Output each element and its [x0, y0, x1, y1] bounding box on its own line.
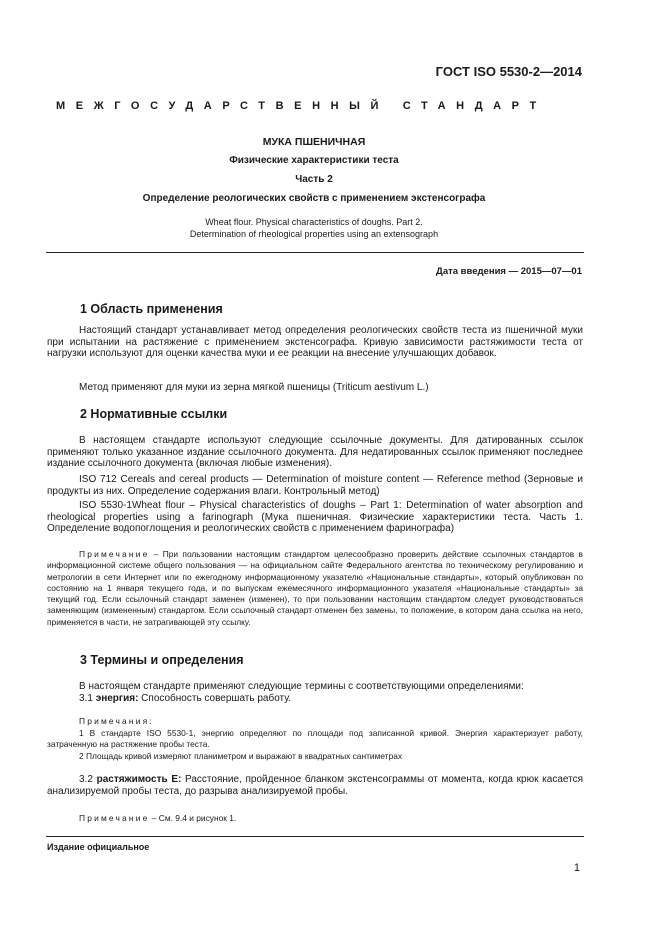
note-1: 1 В стандарте ISO 5530-1, энергию определяют по площади под записанной кривой. Энергия характеризует работу, затраченную на растяжение пробы теста.	[47, 728, 583, 750]
title-sub-1: Физические характеристики теста	[229, 155, 399, 166]
note-label: Примечание	[79, 813, 150, 823]
term-name: энергия:	[95, 693, 139, 704]
page-number: 1	[573, 862, 580, 874]
term-definition: Способность совершать работу.	[138, 693, 292, 704]
note-text: – При пользовании настоящим стандартом целесообразно проверить действие ссылочных стандартов в информационной системе общего пользования — на официальном сайте Федерального агентства по техническому регулированию и метрологии в сети Интернет или по ежегодному информационному указателю «Национальные стандарты», который опубликован по состоянию на 1 января текущего года, и по выпускам ежемесячного информационного указателя «Национальные стандарты» за текущий год. Если ссылочный стандарт заменен (изменен), то при пользовании настоящим стандартом следует руководствоваться заменяющим (измененным) стандартом. Если ссылочный стандарт отменен без замены, то положение, в котором дана ссылка на него, применяется в части, не затрагивающей эту ссылку.	[47, 549, 583, 627]
title-sub-3: Определение реологических свойств с применением экстенсографа	[142, 193, 486, 204]
section-1-heading: 1 Область применения	[80, 302, 223, 316]
term-name: растяжимость E:	[96, 774, 182, 785]
note-label: Примечание	[79, 549, 150, 559]
term-extensibility	[47, 774, 583, 797]
separator-rule	[46, 252, 584, 253]
section-2-note	[47, 549, 583, 628]
section-3-note	[47, 813, 583, 824]
section-2-heading: 2 Нормативные ссылки	[80, 407, 228, 421]
title-main: МУКА ПШЕНИЧНАЯ	[262, 136, 366, 148]
official-edition-label: Издание официальное	[47, 842, 150, 852]
introduction-date: Дата введения — 2015—07—01	[436, 266, 582, 277]
title-english-1: Wheat flour. Physical characteristics of doughs. Part 2.	[205, 217, 423, 227]
footer-rule	[46, 836, 584, 837]
notes-label: Примечания:	[79, 716, 154, 726]
section-3-paragraph-1: В настоящем стандарте применяют следующие термины с соответствующими определениями:	[79, 681, 524, 692]
term-definition: Расстояние, пройденное бланком экстенсограммы от момента, когда крюк касается анализируемой пробы теста, до разрыва анализируемой пробы.	[47, 774, 583, 797]
note-text: – См. 9.4 и рисунок 1.	[149, 813, 237, 823]
term-number: 3.1	[79, 693, 96, 704]
reference-iso-5530-1: ISO 5530-1Wheat flour – Physical characteristics of doughs – Part 1: Determination of water absorption and rheological properties using a farinograph (Мука пшеничная. Физические характеристики теста. Часть 1. Определение водопоглощения и реологических свойств с применением фаринографа)	[47, 500, 583, 535]
reference-iso-712: ISO 712 Cereals and cereal products — Determination of moisture content — Reference method (Зерновые и продукты из них. Определение содержания влаги. Контрольный метод)	[47, 474, 583, 497]
term-energy	[47, 693, 583, 705]
title-english-2: Determination of rheological properties using an extensograph	[189, 229, 439, 239]
title-sub-2: Часть 2	[295, 174, 333, 185]
document-code: ГОСТ ISO 5530-2—2014	[435, 64, 582, 79]
section-1-paragraph-2: Метод применяют для муки из зерна мягкой пшеницы (Triticum aestivum L.)	[79, 382, 429, 393]
note-2: 2 Площадь кривой измеряют планиметром и выражают в квадратных сантиметрах	[79, 751, 403, 761]
section-2-paragraph-1: В настоящем стандарте используют следующие ссылочные документы. Для датированных ссылок применяют только указанное издание ссылочного документа. Для недатированных ссылок применяют последнее издание ссылочного документа (включая любые изменения).	[47, 435, 583, 470]
section-3-heading: 3 Термины и определения	[80, 653, 244, 667]
interstate-standard-label: МЕЖГОСУДАРСТВЕННЫЙ СТАНДАРТ	[56, 100, 547, 112]
term-number: 3.2	[79, 774, 97, 785]
section-1-paragraph-1: Настоящий стандарт устанавливает метод определения реологических свойств теста из пшеничной муки при испытании на растяжение с применением экстенсографа. Кривую зависимости растяжимости теста от нагрузки используют для оценки качества муки и ее реакции на внесение улучшающих добавок.	[47, 325, 583, 360]
